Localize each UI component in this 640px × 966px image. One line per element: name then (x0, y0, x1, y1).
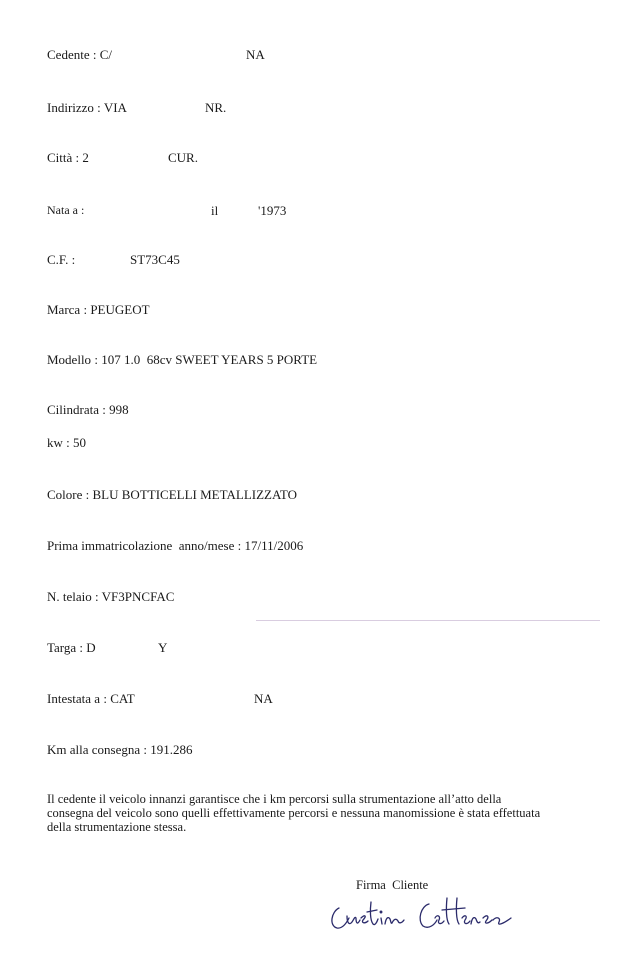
citta-label: Città (47, 150, 73, 165)
cedente-label: Cedente (47, 47, 90, 62)
prima-immatricolazione-label: Prima immatricolazione anno/mese (47, 538, 235, 553)
kw-value: 50 (73, 435, 87, 450)
handwritten-signature (325, 888, 555, 938)
telaio-value: VF3PNCFAC (101, 589, 175, 604)
prima-immatricolazione-row: Prima immatricolazione anno/mese : 17/11/2006 (47, 538, 304, 553)
km-label: Km alla consegna (47, 742, 141, 757)
cilindrata-value: 998 (109, 402, 129, 417)
cilindrata-row: Cilindrata : 998 (47, 402, 129, 417)
declaration-line-2: consegna del veicolo sono quelli effettivamente percorsi e nessuna manomissione è stata effettuata (47, 806, 541, 820)
divider-line (256, 620, 600, 621)
declaration-paragraph (47, 792, 637, 834)
colore-row: Colore : BLU BOTTICELLI METALLIZZATO (47, 487, 298, 502)
citta-value: 2 (82, 150, 89, 165)
targa-value: D (86, 640, 96, 655)
indirizzo-value-2: NR. (205, 100, 227, 115)
km-row: Km alla consegna : 191.286 (47, 742, 193, 757)
colore-value: BLU BOTTICELLI METALLIZZATO (92, 487, 298, 502)
modello-label: Modello (47, 352, 92, 367)
intestata-label: Intestata a (47, 691, 101, 706)
cedente-row: Cedente : C/ (47, 47, 113, 62)
prima-immatricolazione-value: 17/11/2006 (244, 538, 304, 553)
marca-value: PEUGEOT (90, 302, 150, 317)
intestata-value: CAT (110, 691, 135, 706)
telaio-row: N. telaio : VF3PNCFAC (47, 589, 175, 604)
nata-il-label: il (211, 203, 219, 218)
cilindrata-label: Cilindrata (47, 402, 99, 417)
kw-label: kw (47, 435, 63, 450)
cf-value: ST73C45 (130, 252, 180, 267)
targa-row: Targa : D (47, 640, 96, 655)
indirizzo-row: Indirizzo : VIA (47, 100, 127, 115)
kw-row: kw : 50 (47, 435, 87, 450)
citta-row: Città : 2 (47, 150, 89, 165)
km-value: 191.286 (150, 742, 193, 757)
modello-value: 107 1.0 68cv SWEET YEARS 5 PORTE (101, 352, 318, 367)
cf-label: C.F. (47, 252, 69, 267)
targa-value-2: Y (158, 640, 168, 655)
targa-label: Targa (47, 640, 77, 655)
modello-row: Modello : 107 1.0 68cv SWEET YEARS 5 PORTE (47, 352, 318, 367)
marca-row: Marca : PEUGEOT (47, 302, 150, 317)
intestata-value-2: NA (254, 691, 273, 706)
nata-year: '1973 (258, 203, 287, 218)
marca-label: Marca (47, 302, 81, 317)
indirizzo-value: VIA (103, 100, 127, 115)
indirizzo-label: Indirizzo (47, 100, 94, 115)
intestata-row: Intestata a : CAT (47, 691, 135, 706)
cedente-value-2: NA (246, 47, 265, 62)
colore-label: Colore (47, 487, 83, 502)
declaration-line-1: Il cedente il veicolo innanzi garantisce che i km percorsi sulla strumentazione all’atto della (47, 792, 502, 806)
nata-row: Nata a : (47, 203, 85, 217)
cf-row: C.F. : (47, 252, 76, 267)
declaration-line-3: della strumentazione stessa. (47, 820, 187, 834)
telaio-label: N. telaio (47, 589, 92, 604)
cedente-value: C/ (99, 47, 113, 62)
citta-value-2: CUR. (168, 150, 198, 165)
firma-cliente-label: Firma Cliente (356, 878, 429, 892)
nata-label: Nata a (47, 203, 78, 217)
